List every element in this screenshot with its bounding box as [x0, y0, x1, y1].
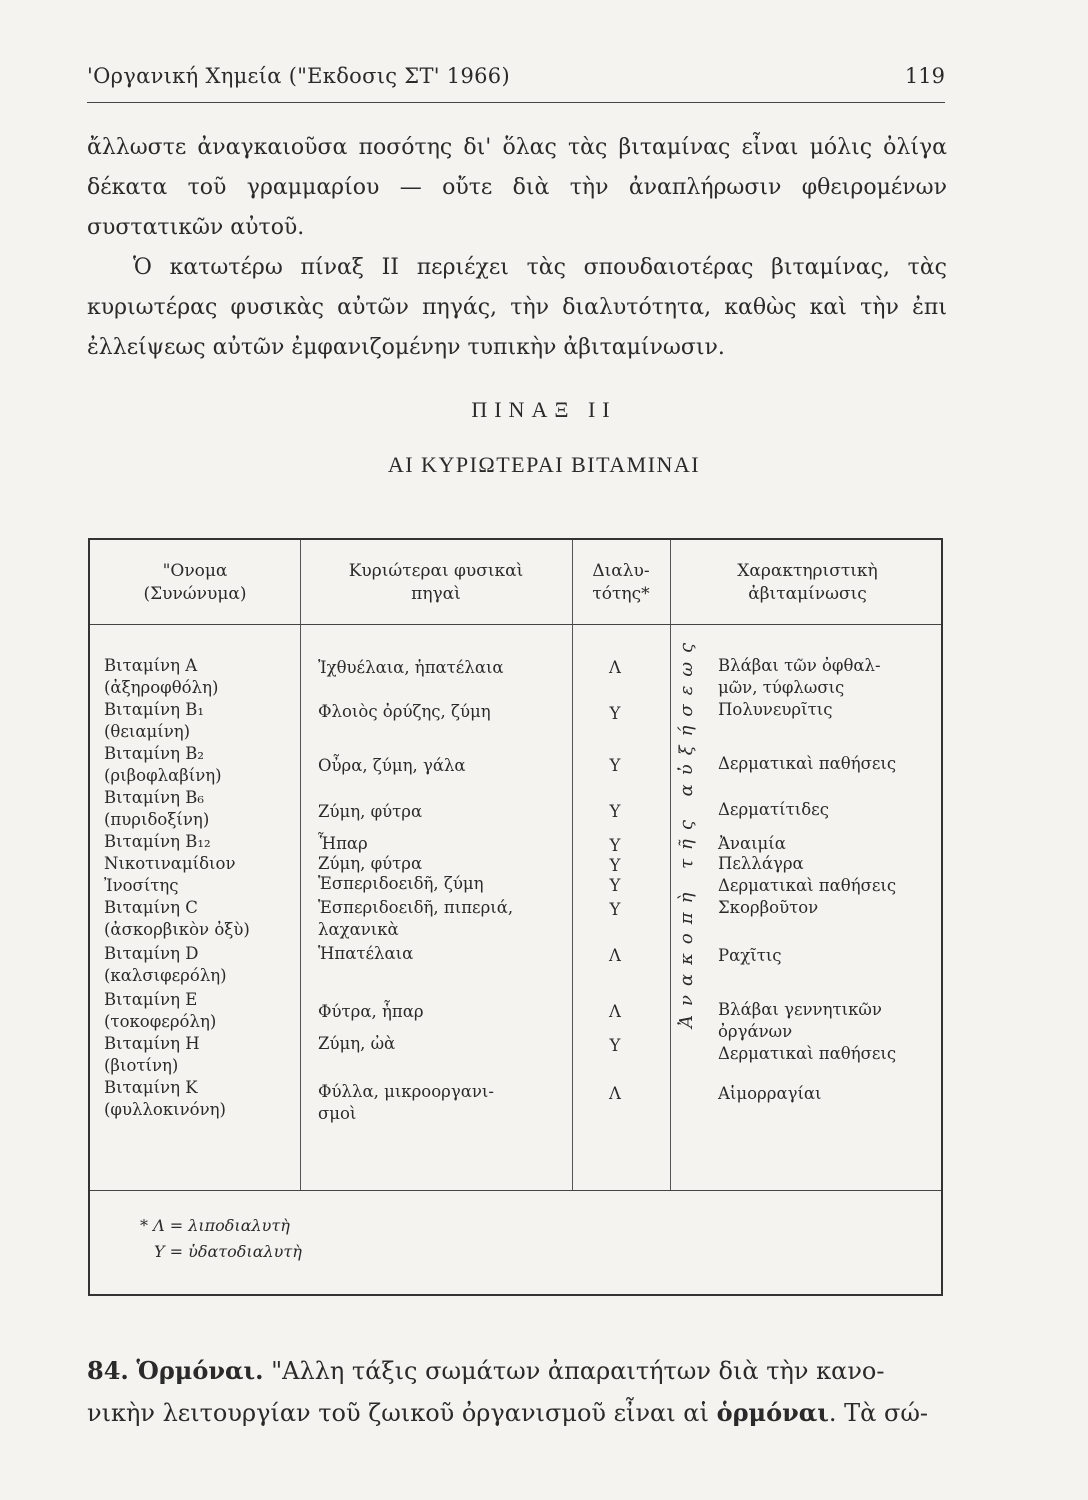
- vitamin-solubility: Λ: [609, 1002, 621, 1021]
- vitamin-deficiency: Βλάβαι γεννητικῶν: [718, 1000, 882, 1019]
- vitamin-deficiency: Αἱμορραγίαι: [718, 1084, 822, 1103]
- vitamin-solubility: Υ: [609, 756, 621, 775]
- vitamin-sources: Οὖρα, ζύμη, γάλα: [318, 756, 466, 775]
- vitamin-sources: Ἡπατέλαια: [318, 944, 414, 963]
- vitamin-sources: Ζύμη, φύτρα: [318, 854, 423, 873]
- vitamin-solubility: Υ: [609, 1036, 621, 1055]
- header-deficiency: Χαρακτηριστικὴ ἀβιταμίνωσις: [737, 561, 878, 604]
- vitamin-solubility: Λ: [609, 658, 621, 677]
- vitamin-synonym: (πυριδοξίνη): [104, 810, 210, 829]
- vitamin-sources: Ἧπαρ: [318, 834, 368, 853]
- footnote-lipo: * Λ = λιποδιαλυτὴ: [140, 1216, 290, 1235]
- vitamin-synonym: (θειαμίνη): [104, 722, 191, 741]
- header-sources: Κυριώτεραι φυσικαὶ πηγαὶ: [348, 561, 524, 604]
- vitamin-name: Βιταμίνη B₁₂: [104, 832, 211, 851]
- vitamin-synonym: (ἀξηροφθόλη): [104, 678, 219, 697]
- vitamin-solubility: Υ: [609, 900, 621, 919]
- vitamin-deficiency: Δερματικαὶ παθήσεις: [718, 876, 897, 895]
- vitamin-synonym: (ριβοφλαβίνη): [104, 766, 222, 785]
- section-number: 84.: [87, 1356, 129, 1385]
- page-number: 119: [904, 64, 945, 88]
- vitamin-sources: Ζύμη, φύτρα: [318, 802, 423, 821]
- vitamin-solubility: Υ: [609, 856, 621, 875]
- paragraph-2: Ὁ κατωτέρω πίναξ II περιέχει τὰς σπουδαιοτέρας βιταμίνας, τὰς κυριωτέρας φυσικὰς αὐτῶν πηγάς, τὴν διαλυτότητα, καθὼς καὶ τὴν ἐπι ἐλλείψεως αὐτῶν ἐμφανιζομένην τυπικὴν ἀβιταμίνωσιν.: [87, 255, 947, 360]
- section-text: . Τὰ σώ-: [828, 1399, 929, 1427]
- header-solubility: Διαλυ- τότης*: [592, 561, 650, 604]
- paragraph-1: ἄλλωστε ἀναγκαιοῦσα ποσότης δι' ὅλας τὰς βιταμίνας εἶναι μόλις ὀλίγα δέκατα τοῦ γραμμαρίου — οὔτε διὰ τὴν ἀναπλήρωσιν φθειρομένων συστατικῶν αὐτοῦ.: [87, 135, 947, 240]
- vitamin-solubility: Υ: [609, 836, 621, 855]
- vitamin-sources: Ζύμη, ὠὰ: [318, 1034, 396, 1053]
- vitamin-deficiency: Ἀναιμία: [718, 834, 786, 853]
- section-keyword: ὁρμόναι: [716, 1398, 829, 1427]
- vitamin-synonym: (καλσιφερόλη): [104, 966, 227, 985]
- vitamins-table: "Ονομα (Συνώνυμα) Κυριώτεραι φυσικαὶ πηγαὶ Διαλυ- τότης* Χαρακτηριστικὴ ἀβιταμίνωσις Βιταμίνη Α (ἀξηροφθόλη) Ἰχθυέλαια, ἡπατέλαια Λ Βλάβαι τῶν ὀφθαλ- μῶν, τύφλωσις Βιταμίνη B₁ (θειαμίνη) Φλοιὸς ὀρύζης, ζύμη Υ Πολυνευρῖτις Βιταμίνη B₂ (ριβοφλαβίνη) Οὖρα, ζύμη, γάλα Υ Δερματικαὶ παθήσεις Βιταμίνη B₆ (πυριδοξίνη) Ζύμη, φύτρα Υ Δερματίτιδες Βιταμίνη B₁₂ Ἧπαρ Υ Ἀναιμία Νικοτιναμίδιον Ζύμη, φύτρα Υ Πελλάγρα Ἰνοσίτης Ἑσπεριδοειδῆ, ζύμη Υ Δερματικαὶ παθήσεις Βιταμίνη C (ἀσκορβικὸν ὀξὺ) Ἑσπεριδοειδῆ, πιπεριά, λαχανικὰ Υ Σκορβοῦτον Βιταμίνη D (καλσιφερόλη) Ἡπατέλαια Λ Ραχῖτις Βιταμίνη E (τοκοφερόλη) Φύτρα, ἧπαρ Λ Βλάβαι γεννητικῶν ὀργάνων Βιταμίνη H (βιοτίνη) Ζύμη, ὠὰ Υ Δερματικαὶ παθήσεις Βιταμίνη K (φυλλοκινόνη) Φύλλα, μικροοργανι- σμοὶ Λ Αἱμορραγίαι Ἀνακοπὴ τῆς αὐξήσεως * Λ = λιποδιαλυτὴ Υ = ὑδατοδιαλυτὴ: [88, 538, 943, 1296]
- vitamin-synonym: (ἀσκορβικὸν ὀξὺ): [104, 920, 250, 939]
- vitamin-name: Βιταμίνη B₁: [104, 700, 204, 719]
- vitamin-synonym: (φυλλοκινόνη): [104, 1100, 226, 1119]
- vitamin-solubility: Υ: [609, 876, 621, 895]
- vitamin-solubility: Λ: [609, 946, 621, 965]
- vitamin-name: Βιταμίνη D: [104, 944, 199, 963]
- table-title: ΑΙ ΚΥΡΙΩΤΕΡΑΙ ΒΙΤΑΜΙΝΑΙ: [387, 452, 701, 477]
- vitamin-deficiency: Δερματικαὶ παθήσεις: [718, 754, 897, 773]
- vitamin-name: Βιταμίνη H: [104, 1034, 200, 1053]
- vitamin-sources-cont: σμοὶ: [318, 1104, 357, 1123]
- vitamin-solubility: Υ: [609, 802, 621, 821]
- section-text: "Αλλη τάξις σωμάτων ἀπαραιτήτων διὰ τὴν κανο-: [271, 1357, 885, 1385]
- vitamin-deficiency: Σκορβοῦτον: [718, 898, 819, 917]
- vitamin-deficiency: Δερματίτιδες: [718, 800, 829, 819]
- vitamin-synonym: (τοκοφερόλη): [104, 1012, 217, 1031]
- vitamin-sources: Ἑσπεριδοειδῆ, πιπεριά,: [318, 898, 514, 917]
- table-caption: ΠΙΝΑΞ II: [471, 397, 617, 422]
- page-header: [87, 62, 945, 103]
- vitamin-name: Νικοτιναμίδιον: [104, 854, 236, 873]
- section-84-line2: [87, 1392, 947, 1434]
- vitamin-deficiency-cont: ὀργάνων: [718, 1022, 793, 1041]
- vitamin-name: Βιταμίνη K: [104, 1078, 198, 1097]
- section-heading: Ὁρμόναι.: [136, 1356, 264, 1385]
- vitamin-sources: Φύτρα, ἧπαρ: [318, 1002, 424, 1021]
- section-text: νικὴν λειτουργίαν τοῦ ζωικοῦ ὀργανισμοῦ εἶναι αἱ: [87, 1399, 709, 1427]
- vitamin-name: Βιταμίνη Α: [104, 656, 198, 675]
- header-name: "Ονομα (Συνώνυμα): [143, 561, 247, 604]
- vitamin-deficiency: Ραχῖτις: [718, 946, 782, 965]
- vitamin-deficiency: Πολυνευρῖτις: [718, 700, 833, 719]
- vitamin-name: Βιταμίνη C: [104, 898, 198, 917]
- vitamin-sources: Φύλλα, μικροοργανι-: [318, 1082, 494, 1101]
- vitamin-deficiency: Πελλάγρα: [718, 854, 804, 873]
- vitamin-solubility: Υ: [609, 704, 621, 723]
- vitamin-name: Βιταμίνη B₆: [104, 788, 204, 807]
- running-title: 'Οργανική Χημεία ("Εκδοσις ΣΤ' 1966): [87, 64, 510, 88]
- vitamin-synonym: (βιοτίνη): [104, 1056, 179, 1075]
- column-divider: [670, 540, 671, 1190]
- header-divider: [90, 624, 941, 625]
- footnote-divider: [90, 1190, 941, 1191]
- vitamin-name: Ἰνοσίτης: [104, 876, 179, 895]
- column-divider: [300, 540, 301, 1190]
- vitamin-deficiency-cont: μῶν, τύφλωσις: [718, 678, 845, 697]
- footnote-hydro: Υ = ὑδατοδιαλυτὴ: [154, 1242, 302, 1261]
- section-84-line1: [87, 1350, 947, 1392]
- vitamin-deficiency: Βλάβαι τῶν ὀφθαλ-: [718, 656, 881, 675]
- vitamin-name: Βιταμίνη E: [104, 990, 198, 1009]
- vitamin-sources: Φλοιὸς ὀρύζης, ζύμη: [318, 702, 491, 721]
- vitamin-sources: Ἰχθυέλαια, ἡπατέλαια: [318, 658, 504, 677]
- vitamin-sources: Ἑσπεριδοειδῆ, ζύμη: [318, 874, 484, 893]
- vitamin-sources-cont: λαχανικὰ: [318, 920, 399, 939]
- vitamin-deficiency: Δερματικαὶ παθήσεις: [718, 1044, 897, 1063]
- vitamin-solubility: Λ: [609, 1084, 621, 1103]
- vitamin-name: Βιταμίνη B₂: [104, 744, 204, 763]
